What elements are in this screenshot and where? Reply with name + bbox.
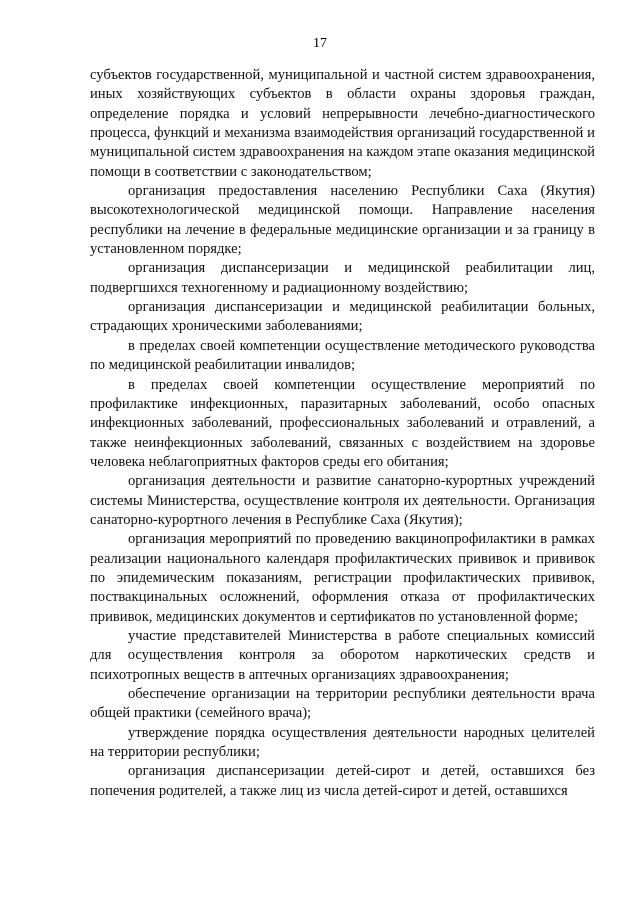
paragraph: в пределах своей компетенции осуществление методического руководства по медицинской реабилитации инвалидов; [90, 337, 595, 374]
paragraph: организация диспансеризации детей-сирот и детей, оставшихся без попечения родителей, а также лиц из числа детей-сирот и детей, оставшихся [90, 763, 595, 799]
paragraph: в пределах своей компетенции осуществление мероприятий по профилактике инфекционных, паразитарных заболеваний, особо опасных инфекционных заболеваний, профессиональных заболеваний и отравлений, а также неинфекционных заболеваний, связанных с воздействием на здоровье человека неблагоприятных факторов среды его обитания; [90, 376, 595, 470]
paragraph: организация деятельности и развитие санаторно-курортных учреждений системы Министерства, осуществление контроля их деятельности. Организация санаторно-курортного лечения в Республике Саха (Якутия); [90, 473, 595, 528]
paragraph: субъектов государственной, муниципальной и частной систем здравоохранения, иных хозяйствующих субъектов в области охраны здоровья граждан, определение порядка и условий непрерывности лечебно-диагностического процесса, функций и механизма взаимодействия организаций государственной и муниципальной систем здравоохранения на каждом этапе оказания медицинской помощи в соответствии с законодательством; [90, 67, 595, 180]
paragraph: организация диспансеризации и медицинской реабилитации лиц, подвергшихся техногенному и радиационному воздействию; [90, 260, 595, 296]
page-number: 17 [313, 36, 327, 51]
paragraph: обеспечение организации на территории республики деятельности врача общей практики (семейного врача); [90, 686, 595, 722]
paragraph: организация предоставления населению Республики Саха (Якутия) высокотехнологической медицинской помощи. Направление населения республики на лечение в федеральные медицинские организации и за границу в установленном порядке; [90, 183, 595, 258]
paragraph: утверждение порядка осуществления деятельности народных целителей на территории республики; [90, 724, 595, 761]
paragraph: участие представителей Министерства в работе специальных комиссий для осуществления контроля за оборотом наркотических средств и психотропных веществ в аптечных организациях здравоохранения; [90, 627, 595, 683]
paragraph: организация диспансеризации и медицинской реабилитации больных, страдающих хроническими заболеваниями; [90, 299, 595, 335]
paragraph: организация мероприятий по проведению вакцинопрофилактики в рамках реализации национального календаря профилактических прививок и прививок по эпидемическим показаниям, регистрации профилактических прививок, поствакцинальных осложнений, оформления отказа от профилактических прививок, медицинских документов и сертификатов по установленной форме; [90, 531, 595, 625]
document-body [90, 66, 595, 801]
